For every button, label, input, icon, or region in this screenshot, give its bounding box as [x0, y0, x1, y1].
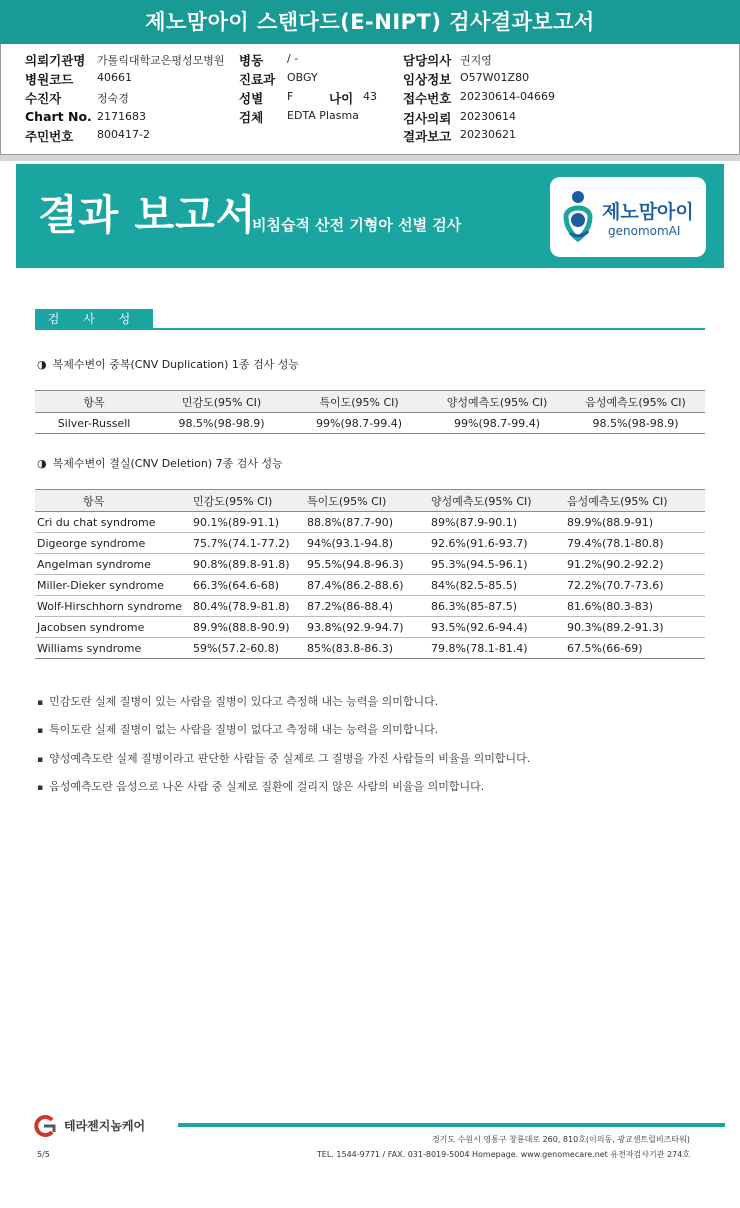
table-cell: 85%(83.8-86.3) [305, 638, 429, 659]
column-header: 양성예측도(95% CI) [429, 490, 565, 512]
table-cell: 93.8%(92.9-94.7) [305, 617, 429, 638]
table-cell: 87.4%(86.2-88.6) [305, 575, 429, 596]
table-cell: 87.2%(86-88.4) [305, 596, 429, 617]
table-row [35, 554, 705, 575]
logo-text: 제노맘아이 [602, 201, 694, 223]
note-sensitivity: ▪ 민감도란 실제 질병이 있는 사람을 질병이 있다고 측정해 내는 능력을 의미합니다. [37, 695, 439, 708]
table-cell: 80.4%(78.9-81.8) [191, 596, 305, 617]
column-header: 양성예측도(95% CI) [428, 391, 566, 413]
table-cell: 72.2%(70.7-73.6) [565, 575, 705, 596]
table-cell: 89%(87.9-90.1) [429, 512, 565, 533]
table-cell: 99%(98.7-99.4) [428, 413, 566, 434]
table-cell: 94%(93.1-94.8) [305, 533, 429, 554]
footer-rule [178, 1123, 725, 1127]
table-cell: 95.5%(94.8-96.3) [305, 554, 429, 575]
section-title: 검 사 성 능 [35, 309, 153, 329]
table-row [35, 533, 705, 554]
genomom-logo [550, 177, 706, 257]
half-circle-icon: ◑ [37, 457, 47, 470]
table-cell: 59%(57.2-60.8) [191, 638, 305, 659]
table-cell: 84%(82.5-85.5) [429, 575, 565, 596]
table-header-row [35, 391, 705, 413]
table-cell: 90.3%(89.2-91.3) [565, 617, 705, 638]
table-cell: 89.9%(88.9-91) [565, 512, 705, 533]
half-circle-icon: ◑ [37, 358, 47, 371]
table-cell: 99%(98.7-99.4) [290, 413, 428, 434]
table-cell: 81.6%(80.3-83) [565, 596, 705, 617]
table-cell: 91.2%(90.2-92.2) [565, 554, 705, 575]
column-header: 특이도(95% CI) [290, 391, 428, 413]
deletion-heading: ◑ 복제수변이 결실(CNV Deletion) 7종 검사 성능 [37, 457, 283, 470]
column-header: 특이도(95% CI) [305, 490, 429, 512]
table-cell: 93.5%(92.6-94.4) [429, 617, 565, 638]
column-header: 음성예측도(95% CI) [566, 391, 705, 413]
table-row [35, 638, 705, 659]
company-logo: 테라젠지놈케어 [30, 1114, 170, 1138]
duplication-table [35, 390, 705, 434]
table-cell: 88.8%(87.7-90) [305, 512, 429, 533]
table-row [35, 413, 705, 434]
table-row [35, 575, 705, 596]
company-logo-icon [30, 1114, 60, 1138]
section-underline [35, 328, 705, 330]
table-row [35, 596, 705, 617]
report-title: 제노맘아이 스탠다드(E-NIPT) 검사결과보고서 [0, 0, 740, 44]
table-cell: 67.5%(66-69) [565, 638, 705, 659]
table-cell: 89.9%(88.8-90.9) [191, 617, 305, 638]
table-row [35, 617, 705, 638]
table-cell: 79.8%(78.1-81.4) [429, 638, 565, 659]
table-cell: Silver-Russell [35, 413, 153, 434]
table-cell: Miller-Dieker syndrome [35, 575, 191, 596]
logo-subtext: genomomAI [608, 224, 681, 238]
table-cell: Angelman syndrome [35, 554, 191, 575]
table-cell: 98.5%(98-98.9) [153, 413, 290, 434]
table-header-row [35, 490, 705, 512]
footer-address: 경기도 수원시 영통구 창룡대로 260, 810호(이의동, 광교센트럴비즈타워) [431, 1135, 690, 1144]
page-number: 5/5 [37, 1150, 50, 1159]
banner-subtitle: 비침습적 산전 기형아 선별 검사 [252, 216, 462, 234]
result-banner [16, 164, 724, 268]
table-cell: 79.4%(78.1-80.8) [565, 533, 705, 554]
table-cell: Cri du chat syndrome [35, 512, 191, 533]
column-header: 항목 [35, 391, 153, 413]
table-cell: 98.5%(98-98.9) [566, 413, 705, 434]
column-header: 항목 [35, 490, 191, 512]
table-cell: 90.1%(89-91.1) [191, 512, 305, 533]
column-header: 민감도(95% CI) [153, 391, 290, 413]
table-cell: 90.8%(89.8-91.8) [191, 554, 305, 575]
column-header: 민감도(95% CI) [191, 490, 305, 512]
table-cell: 86.3%(85-87.5) [429, 596, 565, 617]
banner-title: 결과 보고서 [38, 191, 257, 239]
table-cell: Digeorge syndrome [35, 533, 191, 554]
deletion-table [35, 489, 705, 659]
note-ppv: ▪ 양성예측도란 실제 질병이라고 판단한 사람들 중 실제로 그 질병을 가진 사람들의 비율을 의미합니다. [37, 752, 531, 765]
duplication-heading: ◑ 복제수변이 중복(CNV Duplication) 1종 검사 성능 [37, 358, 300, 371]
divider [0, 155, 740, 161]
table-cell: 95.3%(94.5-96.1) [429, 554, 565, 575]
table-cell: 75.7%(74.1-77.2) [191, 533, 305, 554]
column-header: 음성예측도(95% CI) [565, 490, 705, 512]
table-cell: Wolf-Hirschhorn syndrome [35, 596, 191, 617]
mother-baby-icon [558, 187, 602, 247]
table-cell: 92.6%(91.6-93.7) [429, 533, 565, 554]
note-npv: ▪ 음성예측도란 음성으로 나온 사람 중 실제로 질환에 걸리지 않은 사람의 비율을 의미합니다. [37, 780, 485, 793]
table-cell: 66.3%(64.6-68) [191, 575, 305, 596]
note-specificity: ▪ 특이도란 실제 질병이 없는 사람을 질병이 없다고 측정해 내는 능력을 의미합니다. [37, 723, 439, 736]
table-cell: Jacobsen syndrome [35, 617, 191, 638]
patient-info-panel: 의뢰기관명 가톨릭대학교은평성모병원 병원코드 40661 수진자 정숙경 Chart No. 2171683 주민번호 800417-2 병동 / - 진료과 OBGY 성별 F 나이 43 검체 EDTA Plasma 담당의사 권지영 임상정보 O57W01Z80 접수번호 20230614-04669 검사의뢰 20230614 결과보고 20230621 [0, 44, 740, 155]
footer-contact: TEL. 1544-9771 / FAX. 031-8019-5004 Homepage. www.genomecare.net 유전자검사기관 274호 [316, 1150, 690, 1159]
table-row [35, 512, 705, 533]
table-cell: Williams syndrome [35, 638, 191, 659]
